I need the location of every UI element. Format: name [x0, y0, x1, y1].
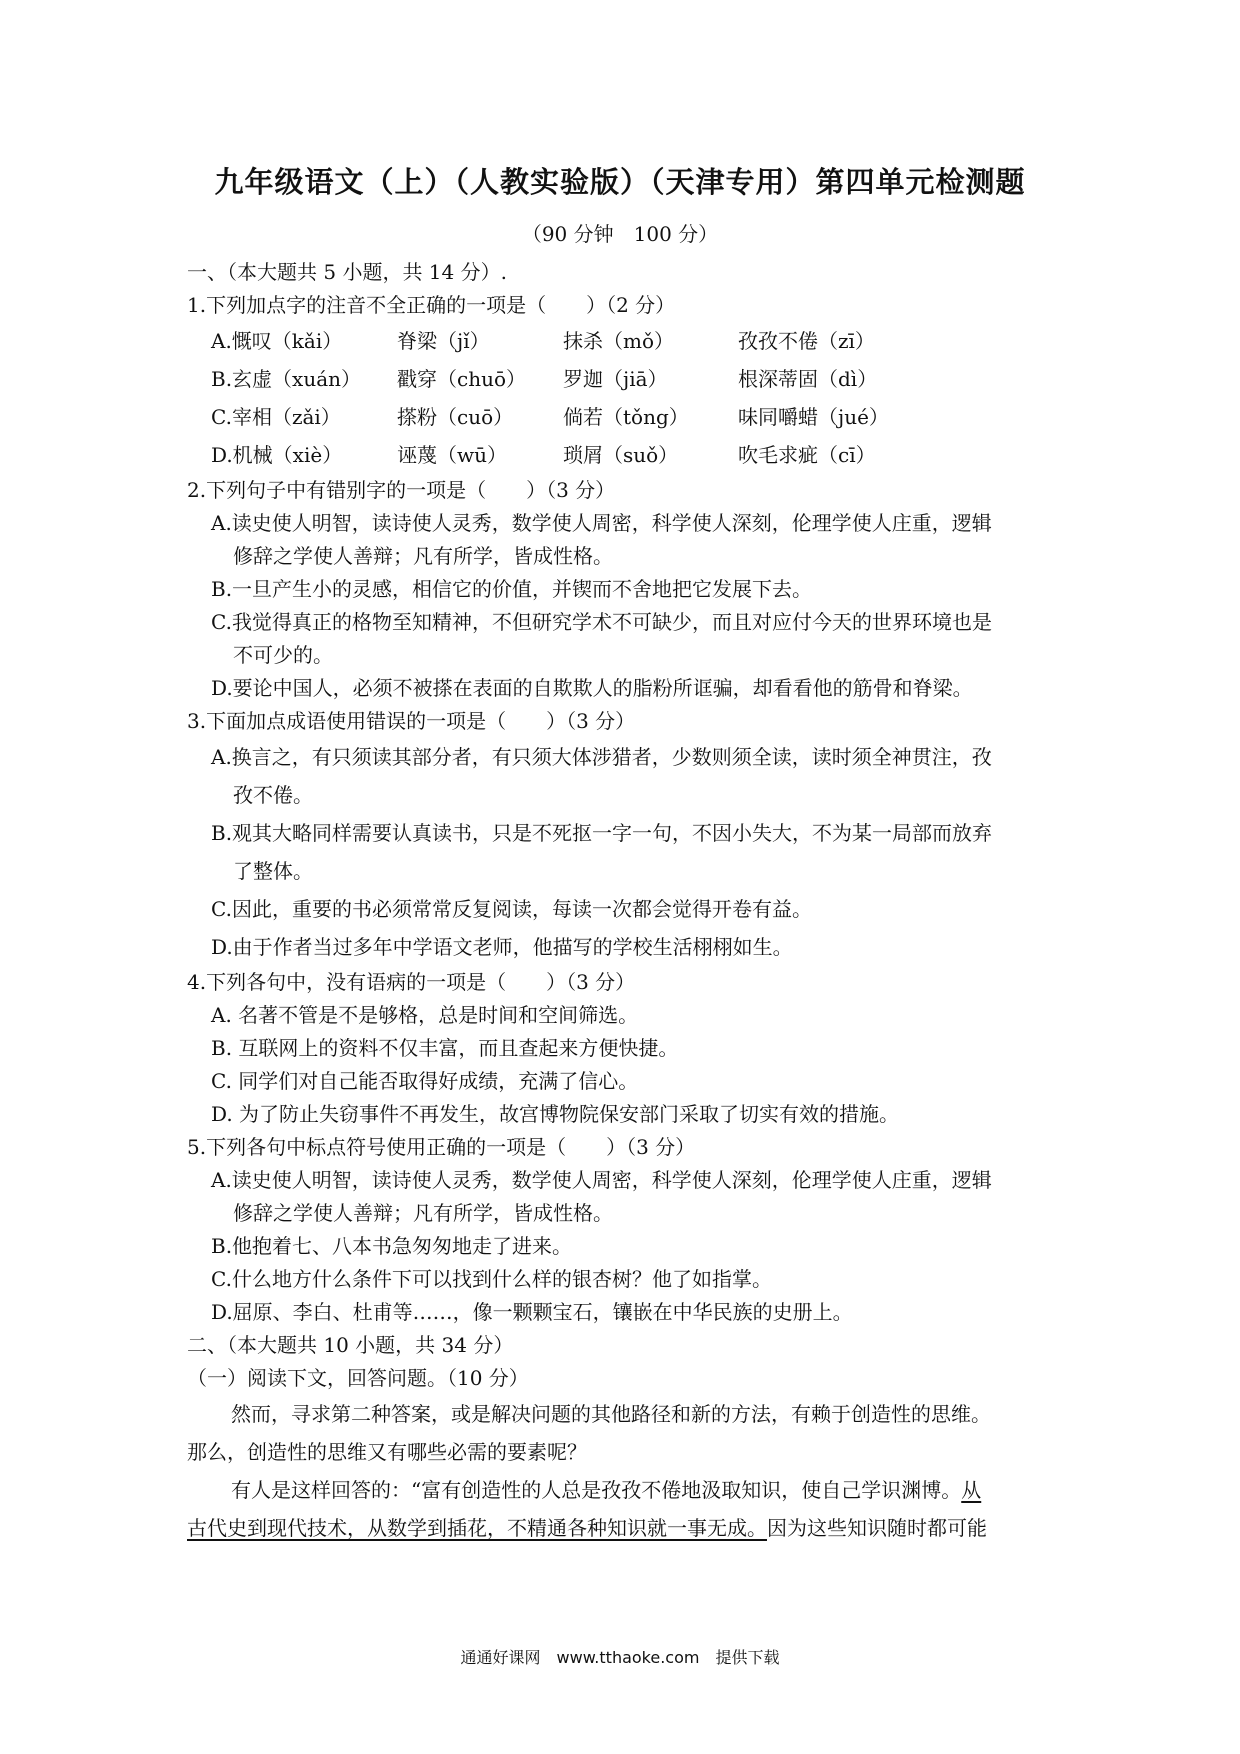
exam-duration-score: （90 分钟 100 分） — [521, 222, 719, 246]
q1-d-item-1: D.机械（xiè） — [211, 443, 343, 467]
passage-p2-line2 — [187, 1509, 1067, 1547]
question-3-stem: 3.下面加点成语使用错误的一项是（ ）（3 分） — [187, 709, 636, 733]
q1-c-item-1: C.宰相（zǎi） — [211, 405, 341, 429]
q2-option-d: D.要论中国人，必须不被搽在表面的自欺欺人的脂粉所诓骗，却看看他的筋骨和脊梁。 — [211, 676, 973, 700]
question-1-stem: 1.下列加点字的注音不全正确的一项是（ ）（2 分） — [187, 293, 676, 317]
q1-c-item-4: 味同嚼蜡（jué） — [738, 405, 889, 429]
q3-option-b-cont: 了整体。 — [233, 859, 313, 883]
q1-a-item-2: 脊梁（jǐ） — [397, 329, 490, 353]
exam-content — [187, 256, 1067, 1547]
question-2-stem: 2.下列句子中有错别字的一项是（ ）（3 分） — [187, 478, 616, 502]
q2-option-c: C.我觉得真正的格物至知精神，不但研究学术不可缺少，而且对应付今天的世界环境也是 — [211, 610, 992, 634]
q5-option-b: B.他抱着七、八本书急匆匆地走了进来。 — [211, 1234, 573, 1258]
q1-b-item-3: 罗迦（jiā） — [563, 367, 668, 391]
q4-option-c: C. 同学们对自己能否取得好成绩，充满了信心。 — [211, 1069, 639, 1093]
passage-p1-line1: 然而，寻求第二种答案，或是解决问题的其他路径和新的方法，有赖于创造性的思维。 — [231, 1402, 991, 1426]
q1-b-item-4: 根深蒂固（dì） — [738, 367, 878, 391]
question-5-stem: 5.下列各句中标点符号使用正确的一项是（ ）（3 分） — [187, 1135, 696, 1159]
q2-option-a-cont: 修辞之学使人善辩；凡有所学，皆成性格。 — [233, 544, 613, 568]
passage-p2-line1 — [187, 1471, 1067, 1509]
q1-a-item-1: A.慨叹（kǎi） — [211, 329, 343, 353]
question-4-stem: 4.下列各句中，没有语病的一项是（ ）（3 分） — [187, 970, 636, 994]
q3-option-b: B.观其大略同样需要认真读书，只是不死抠一字一句，不因小失大，不为某一局部而放弃 — [211, 821, 993, 845]
q1-option-a-row — [187, 322, 1067, 360]
passage-p1-line2: 那么，创造性的思维又有哪些必需的要素呢？ — [187, 1440, 587, 1464]
q1-d-item-2: 诬蔑（wū） — [397, 443, 507, 467]
q1-option-b-row — [187, 360, 1067, 398]
passage-underlined-sentence: 古代史到现代技术，从数学到插花，不精通各种知识就一事无成。 — [187, 1516, 767, 1540]
q1-d-item-4: 吹毛求疵（cī） — [738, 443, 876, 467]
q3-option-a-cont: 孜不倦。 — [233, 783, 313, 807]
q5-option-a-cont: 修辞之学使人善辩；凡有所学，皆成性格。 — [233, 1201, 613, 1225]
passage-p2-text: 有人是这样回答的：“富有创造性的人总是孜孜不倦地汲取知识，使自己学识渊博。 — [231, 1478, 962, 1502]
q1-a-item-4: 孜孜不倦（zī） — [738, 329, 875, 353]
q2-option-c-cont: 不可少的。 — [233, 643, 333, 667]
q4-option-a: A. 名著不管是不是够格，总是时间和空间筛选。 — [211, 1003, 639, 1027]
passage-p2-continuation: 因为这些知识随时都可能 — [767, 1516, 987, 1540]
q1-c-item-3: 倘若（tǒng） — [563, 405, 689, 429]
q1-d-item-3: 琐屑（suǒ） — [563, 443, 679, 467]
q4-option-b: B. 互联网上的资料不仅丰富，而且查起来方便快捷。 — [211, 1036, 679, 1060]
part1-heading: 一、（本大题共 5 小题，共 14 分）. — [187, 260, 507, 284]
q1-b-item-2: 戳穿（chuō） — [397, 367, 527, 391]
q3-option-d: D.由于作者当过多年中学语文老师，他描写的学校生活栩栩如生。 — [211, 935, 793, 959]
q4-option-d: D. 为了防止失窃事件不再发生，故宫博物院保安部门采取了切实有效的措施。 — [211, 1102, 900, 1126]
q2-option-a: A.读史使人明智，读诗使人灵秀，数学使人周密，科学使人深刻，伦理学使人庄重，逻辑 — [211, 511, 992, 535]
q1-option-d-row — [187, 436, 1067, 474]
q1-b-item-1: B.玄虚（xuán） — [211, 367, 362, 391]
q3-option-c: C.因此，重要的书必须常常反复阅读，每读一次都会觉得开卷有益。 — [211, 897, 812, 921]
download-footer: 通通好课网 www.tthaoke.com 提供下载 — [460, 1648, 780, 1667]
q5-option-d: D.屈原、李白、杜甫等……，像一颗颗宝石，镶嵌在中华民族的史册上。 — [211, 1300, 853, 1324]
q3-option-a: A.换言之，有只须读其部分者，有只须大体涉猎者，少数则须全读，读时须全神贯注，孜 — [211, 745, 992, 769]
part2-heading: 二、（本大题共 10 小题，共 34 分） — [187, 1333, 514, 1357]
q5-option-a: A.读史使人明智，读诗使人灵秀，数学使人周密，科学使人深刻，伦理学使人庄重，逻辑 — [211, 1168, 992, 1192]
q1-option-c-row — [187, 398, 1067, 436]
passage-underlined-start: 从 — [961, 1478, 982, 1502]
q1-a-item-3: 抹杀（mǒ） — [563, 329, 675, 353]
reading-1-instruction: （一）阅读下文，回答问题。（10 分） — [187, 1366, 529, 1390]
q2-option-b: B.一旦产生小的灵感，相信它的价值，并锲而不舍地把它发展下去。 — [211, 577, 813, 601]
q5-option-c: C.什么地方什么条件下可以找到什么样的银杏树？他了如指掌。 — [211, 1267, 772, 1291]
q1-c-item-2: 搽粉（cuō） — [397, 405, 514, 429]
exam-title: 九年级语文（上）（人教实验版）（天津专用）第四单元检测题 — [214, 165, 1026, 199]
